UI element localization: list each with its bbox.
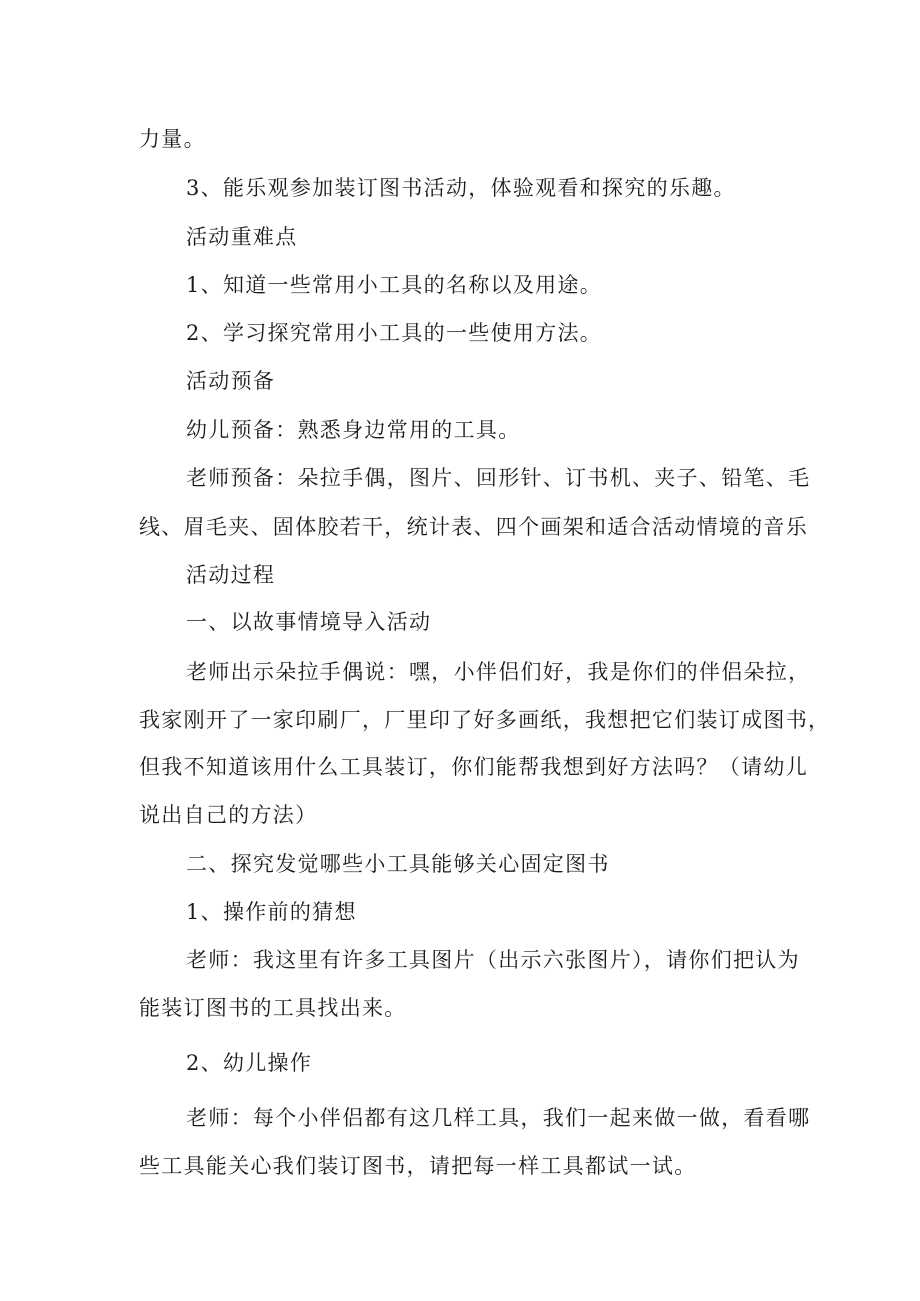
objective-item-3: 3、能乐观参加装订图书活动，体验观看和探究的乐趣。 <box>186 176 736 200</box>
paragraph-line: 但我不知道该用什么工具装订，你们能帮我想到好方法吗？（请幼儿 <box>139 755 808 779</box>
paragraph-line: 些工具能关心我们装订图书，请把每一样工具都试一试。 <box>139 1154 697 1178</box>
child-preparation-line: 幼儿预备：熟悉身边常用的工具。 <box>186 418 521 442</box>
section-heading-process: 活动过程 <box>186 563 276 587</box>
key-point-item-1: 1、知道一些常用小工具的名称以及用途。 <box>186 273 603 297</box>
sub-step-heading-1: 1、操作前的猜想 <box>186 900 357 924</box>
paragraph-line: 力量。 <box>139 127 206 151</box>
step-heading-1: 一、以故事情境导入活动 <box>186 610 432 634</box>
key-point-item-2: 2、学习探究常用小工具的一些使用方法。 <box>186 321 603 345</box>
sub-step-heading-2: 2、幼儿操作 <box>186 1051 313 1075</box>
paragraph-line: 我家刚开了一家印刷厂，厂里印了好多画纸，我想把它们装订成图书， <box>139 708 831 732</box>
section-heading-preparation: 活动预备 <box>186 369 276 393</box>
paragraph-line: 线、眉毛夹、固体胶若干，统计表、四个画架和适合活动情境的音乐 <box>139 515 808 539</box>
step-heading-2: 二、探究发觉哪些小工具能够关心固定图书 <box>186 852 610 876</box>
section-heading-key-points: 活动重难点 <box>186 225 298 249</box>
paragraph-line: 说出自己的方法） <box>139 803 318 827</box>
teacher-preparation-line: 老师预备：朵拉手偶，图片、回形针、订书机、夹子、铅笔、毛 <box>186 466 811 490</box>
story-paragraph-line: 老师出示朵拉手偶说：嘿，小伴侣们好，我是你们的伴侣朵拉， <box>186 660 811 684</box>
teacher-instruction-line: 老师：每个小伴侣都有这几样工具，我们一起来做一做，看看哪 <box>186 1106 811 1130</box>
teacher-instruction-line: 老师：我这里有许多工具图片（出示六张图片），请你们把认为 <box>186 948 800 972</box>
paragraph-line: 能装订图书的工具找出来。 <box>139 996 407 1020</box>
